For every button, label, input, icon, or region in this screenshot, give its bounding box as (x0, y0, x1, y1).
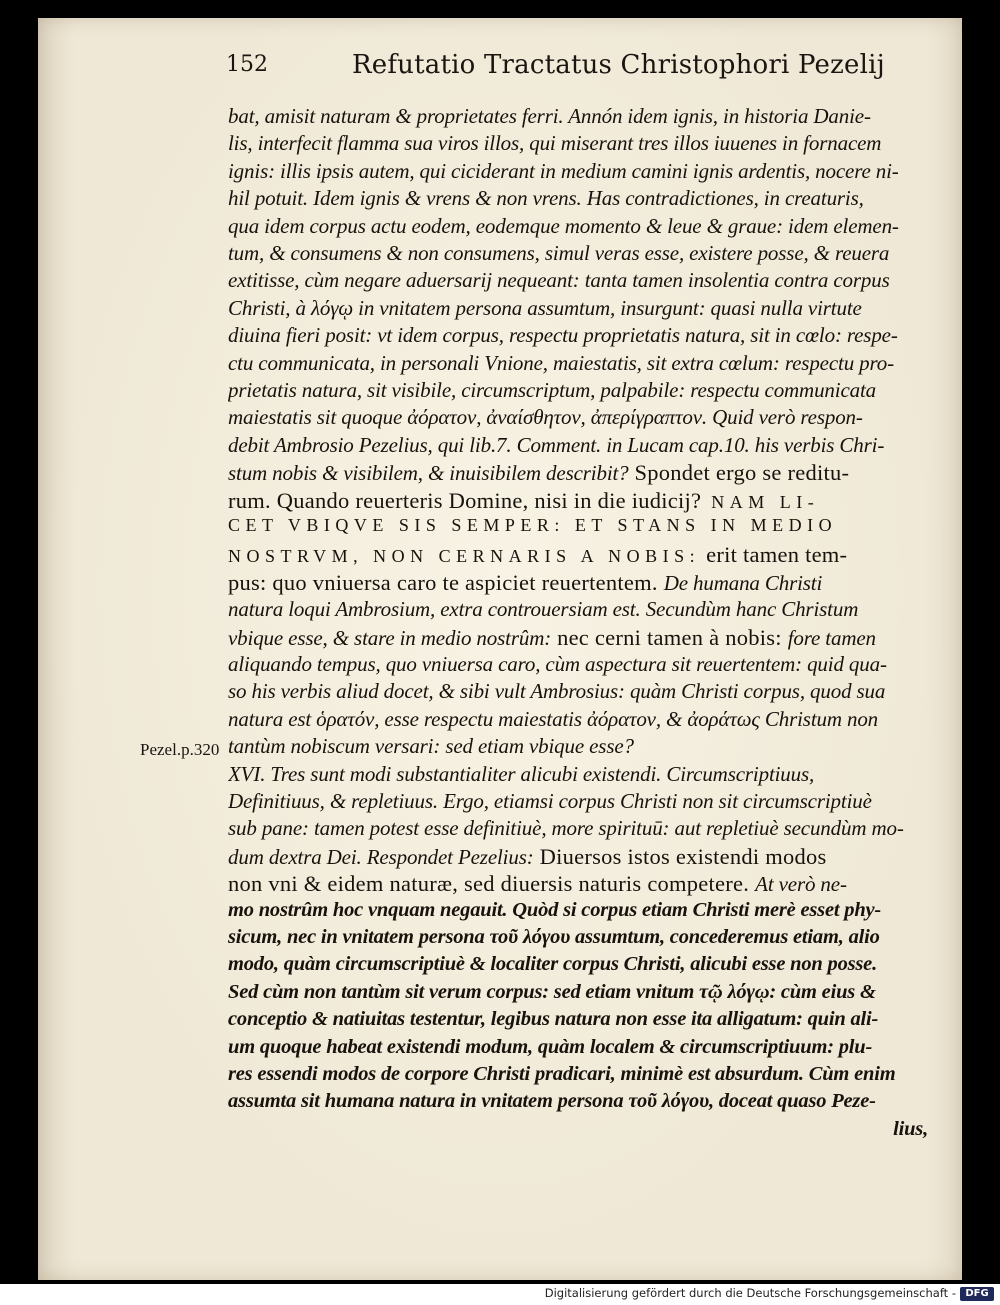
text-line (228, 186, 928, 216)
line-text: dum dextra Dei. Respondet Pezelius: (228, 844, 534, 869)
line-text-tail: nec cerni tamen à nobis: (557, 624, 782, 650)
line-text: aliquando tempus, quo vniuersa caro, cùm aspectura sit reuertentem: quid qua- (228, 652, 887, 676)
book-page (38, 18, 962, 1280)
line-text-tail: erit tamen tem- (706, 542, 848, 568)
text-line (228, 1090, 928, 1120)
line-text: prietatis natura, sit visibile, circumscriptum, palpabile: respectu communicata (228, 378, 877, 402)
line-text: maiestatis sit quoque ἀόρατον, ἀναίσθητον, ἀπερίγραπτον. Quid verò respon- (228, 405, 863, 430)
line-text: um quoque habeat existendi modum, quàm localem & circumscriptiuum: plu- (228, 1035, 873, 1058)
line-text: tum, & consumens & non consumens, simul veras esse, existere posse, & reuera (228, 241, 890, 265)
text-line (228, 351, 928, 381)
text-line (228, 652, 928, 682)
line-text: stum nobis & visibilem, & inuisibilem describit? (228, 461, 629, 486)
page-number: 152 (226, 52, 268, 77)
line-text: sub pane: tamen potest esse definitiuè, more spirituū: aut repletiuè secundùm mo- (228, 816, 904, 841)
digitization-footer (0, 1284, 1000, 1305)
line-text: ignis: illis ipsis autem, qui ciciderant in medium camini ignis ardentis, nocere ni- (228, 158, 899, 183)
text-line (228, 679, 928, 709)
line-text-tail: De humana Christi (663, 570, 823, 595)
text-line (228, 570, 928, 600)
text-line (228, 323, 928, 353)
text-line (228, 871, 928, 901)
text-line (228, 625, 928, 655)
line-text: Definitiuus, & repletiuus. Ergo, etiamsi corpus Christi non sit circumscriptiuè (228, 789, 872, 813)
text-line (228, 789, 928, 819)
line-text: so his verbis aliud docet, & sibi vult Ambrosius: quàm Christi corpus, quod sua (228, 679, 886, 704)
line-text: hil potuit. Idem ignis & vrens & non vrens. Has contradictiones, in creaturis, (228, 186, 864, 211)
text-line (228, 488, 928, 518)
text-line (228, 734, 928, 764)
line-text: extitisse, cùm negare aduersarij nequeant: tanta tamen insolentia contra corpus (228, 268, 890, 293)
line-text: debit Ambrosio Pezelius, qui lib.7. Comment. in Lucam cap.10. his verbis Chri- (228, 432, 885, 457)
line-text-tail: NAM LI- (711, 491, 820, 512)
margin-note: Pezel.p.320 (140, 740, 220, 759)
line-text: vbique esse, & stare in medio nostrûm: (228, 625, 552, 650)
text-line (228, 241, 928, 271)
line-text-tail: At verò ne- (755, 872, 847, 897)
dfg-logo: DFG (960, 1287, 994, 1301)
line-text: diuina fieri posit: vt idem corpus, respectu proprietatis natura, sit in cœlo: respe- (228, 323, 898, 348)
line-text: lis, interfecit flamma sua viros illos, qui miserant tres illos iuuenes in fornacem (228, 131, 882, 156)
text-line (228, 762, 928, 792)
line-text: lius, (893, 1117, 928, 1140)
text-line (228, 597, 928, 627)
line-text: mo nostrûm hoc vnquam negauit. Quòd si corpus etiam Christi merè esset phy- (228, 898, 882, 921)
line-text: conceptio & natiuitas testentur, legibus natura non esse ita alligatum: quin ali- (228, 1008, 879, 1031)
line-text: rum. Quando reuerteris Domine, nisi in die iudicij? (228, 487, 702, 513)
text-line (228, 433, 928, 463)
text-line (228, 104, 928, 134)
text-line (228, 1063, 928, 1093)
text-line (228, 159, 928, 189)
text-line (228, 953, 928, 983)
footer-credit: Digitalisierung gefördert durch die Deutsche Forschungsgemeinschaft - (544, 1286, 956, 1300)
line-text: bat, amisit naturam & proprietates ferri. Annón idem ignis, in historia Danie- (228, 104, 871, 128)
text-line (228, 268, 928, 298)
line-text: CET VBIQVE SIS SEMPER: ET STANS IN MEDIO (228, 515, 838, 535)
line-text: XVI. Tres sunt modi substantialiter alicubi existendi. Circumscriptiuus, (228, 761, 815, 786)
text-line (228, 981, 928, 1011)
line-text: pus: quo vniuersa caro te aspiciet reuertentem. (228, 569, 658, 595)
line-text: ctu communicata, in personali Vnione, maiestatis, sit extra cœlum: respectu pro- (228, 350, 894, 375)
line-text: assumta sit humana natura in vnitatem persona τοῦ λόγου, doceat quaso Peze- (228, 1090, 876, 1113)
line-text: NOSTRVM, NON CERNARIS A NOBIS: (228, 546, 701, 567)
text-line (228, 816, 928, 846)
text-line (228, 378, 928, 408)
text-line (228, 899, 928, 929)
line-text: tantùm nobiscum versari: sed etiam vbique esse? (228, 734, 634, 759)
text-line (228, 460, 928, 490)
text-line (228, 1118, 928, 1148)
text-line (228, 131, 928, 161)
line-text-tail: Spondet ergo se reditu- (634, 460, 850, 486)
line-text-tail: Diuersos istos existendi modos (539, 843, 827, 869)
text-line (228, 707, 928, 737)
line-text: res essendi modos de corpore Christi pradicari, minimè est absurdum. Cùm enim (228, 1063, 896, 1085)
line-text: Sed cùm non tantùm sit verum corpus: sed etiam vnitum τῷ λόγῳ: cùm eius & (228, 980, 876, 1003)
line-text-tail: fore tamen (787, 625, 876, 650)
text-line (228, 296, 928, 326)
text-line (228, 542, 928, 572)
text-line (228, 214, 928, 244)
text-line (228, 926, 928, 956)
line-text: modo, quàm circumscriptiuè & localiter corpus Christi, alicubi esse non posse. (228, 953, 877, 976)
line-text: sicum, nec in vnitatem persona τοῦ λόγου assumtum, concederemus etiam, alio (228, 926, 880, 948)
page-header (226, 52, 946, 92)
text-line (228, 515, 928, 545)
line-text: qua idem corpus actu eodem, eodemque momento & leue & graue: idem elemen- (228, 213, 899, 238)
text-line (228, 1036, 928, 1066)
text-line (228, 1008, 928, 1038)
text-line (228, 844, 928, 874)
line-text: Christi, à λόγῳ in vnitatem persona assumtum, insurgunt: quasi nulla virtute (228, 295, 862, 320)
line-text: natura est ὁρατόν, esse respectu maiestatis ἀόρατον, & ἀοράτως Christum non (228, 706, 879, 731)
line-text: natura loqui Ambrosium, extra controuersiam est. Secundùm hanc Christum (228, 597, 859, 622)
text-line (228, 405, 928, 435)
body-text (228, 104, 928, 1264)
running-head: Refutatio Tractatus Christophori Pezelij (352, 50, 885, 80)
line-text: non vni & eidem naturæ, sed diuersis naturis competere. (228, 871, 750, 897)
